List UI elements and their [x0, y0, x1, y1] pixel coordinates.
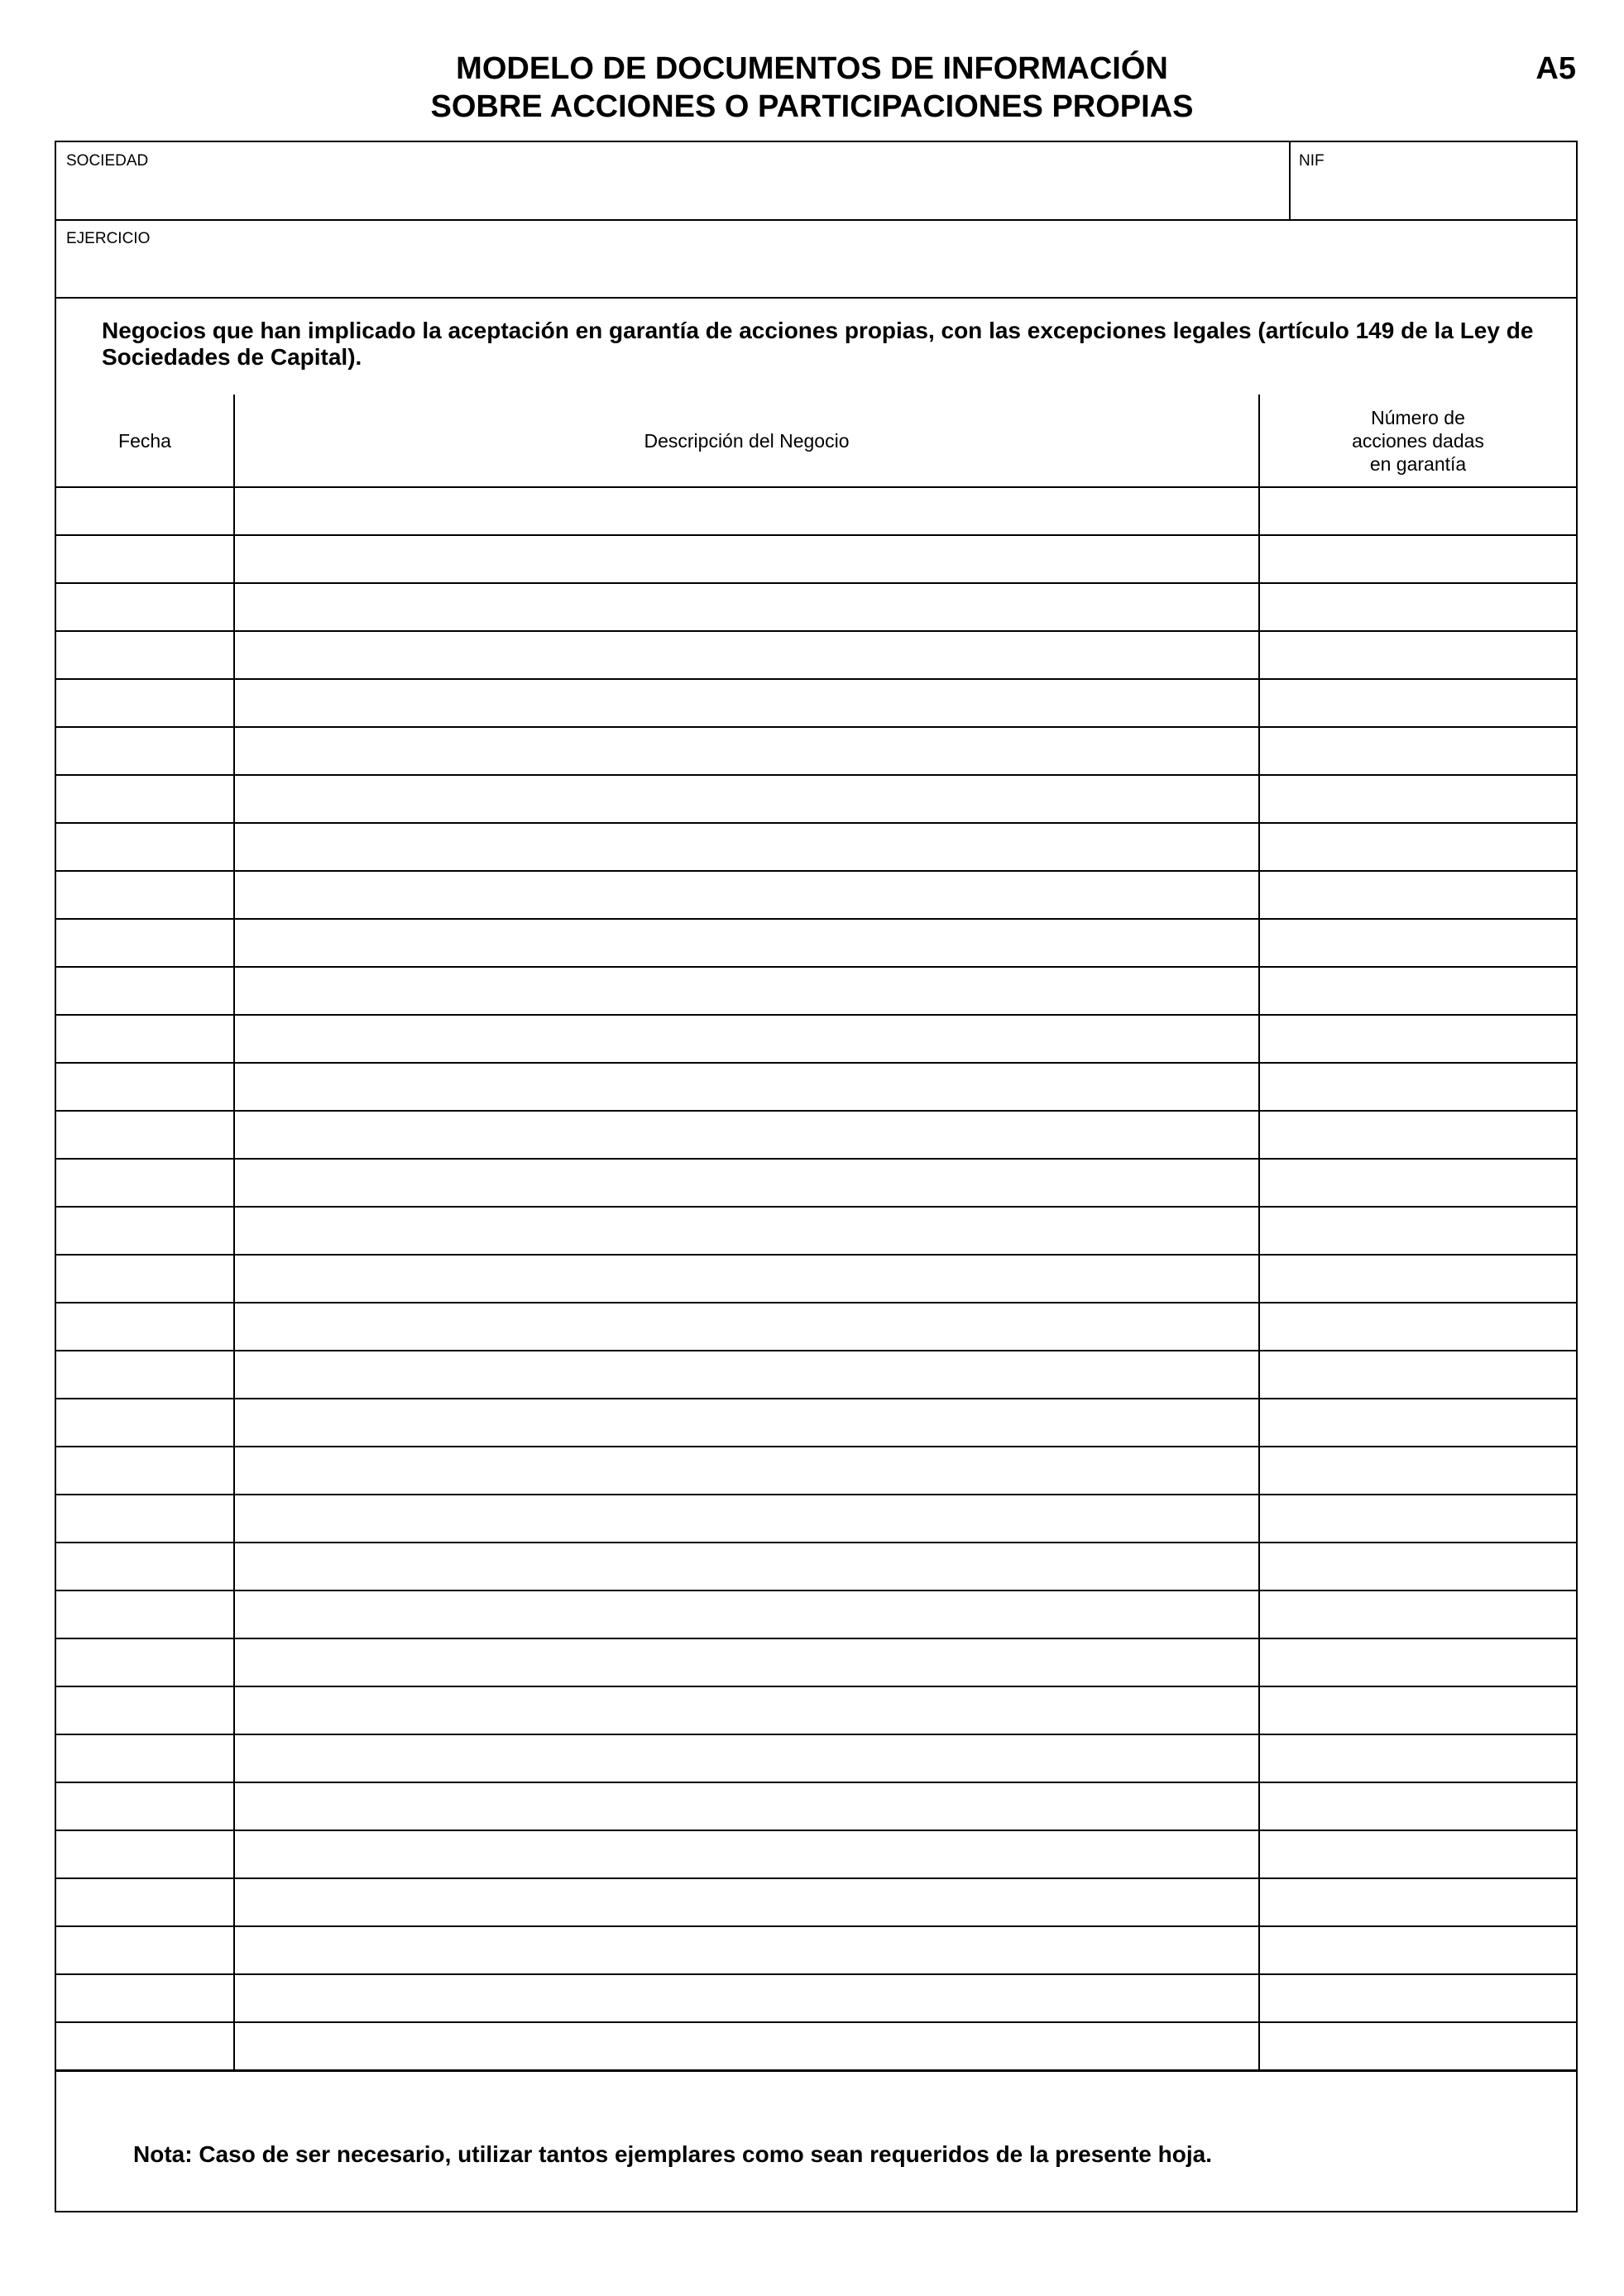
descripcion-cell[interactable]: [234, 631, 1259, 679]
numero-acciones-cell[interactable]: [1259, 1638, 1576, 1686]
table-row: [56, 1207, 1576, 1255]
fecha-cell[interactable]: [56, 1111, 234, 1159]
table-row: [56, 2022, 1576, 2071]
descripcion-cell[interactable]: [234, 1447, 1259, 1495]
numero-acciones-cell[interactable]: [1259, 871, 1576, 919]
table-row: [56, 1830, 1576, 1878]
descripcion-cell[interactable]: [234, 535, 1259, 583]
descripcion-cell[interactable]: [234, 1111, 1259, 1159]
column-header-numero-acciones: [1259, 395, 1576, 487]
descripcion-cell[interactable]: [234, 1926, 1259, 1974]
descripcion-cell[interactable]: [234, 1734, 1259, 1782]
table-row: [56, 967, 1576, 1015]
numero-acciones-cell[interactable]: [1259, 2022, 1576, 2071]
form-title: [0, 50, 1624, 126]
table-row: [56, 583, 1576, 631]
numero-acciones-cell[interactable]: [1259, 1063, 1576, 1111]
descripcion-cell[interactable]: [234, 871, 1259, 919]
footer-note: Nota: Caso de ser necesario, utilizar tantos ejemplares como sean requeridos de la presente hoja.: [133, 2141, 1212, 2167]
descripcion-cell[interactable]: [234, 919, 1259, 967]
numero-acciones-cell[interactable]: [1259, 583, 1576, 631]
divider-line: [56, 297, 1576, 299]
descripcion-cell[interactable]: [234, 1878, 1259, 1926]
fecha-cell[interactable]: [56, 1447, 234, 1495]
descripcion-cell[interactable]: [234, 727, 1259, 775]
table-row: [56, 1015, 1576, 1063]
table-row: [56, 823, 1576, 871]
fecha-cell[interactable]: [56, 1207, 234, 1255]
descripcion-cell[interactable]: [234, 1351, 1259, 1399]
table-row: [56, 1063, 1576, 1111]
numero-acciones-cell[interactable]: [1259, 1015, 1576, 1063]
divider-line: [56, 219, 1576, 221]
fecha-cell[interactable]: [56, 823, 234, 871]
nif-divider: [1289, 142, 1291, 219]
form-title-line2: SOBRE ACCIONES O PARTICIPACIONES PROPIAS: [430, 89, 1194, 124]
numero-acciones-cell[interactable]: [1259, 1351, 1576, 1399]
fecha-cell[interactable]: [56, 631, 234, 679]
fecha-cell[interactable]: [56, 1974, 234, 2022]
fecha-cell[interactable]: [56, 1926, 234, 1974]
fecha-cell[interactable]: [56, 1351, 234, 1399]
numero-acciones-cell[interactable]: [1259, 1303, 1576, 1351]
fecha-cell[interactable]: [56, 1399, 234, 1447]
descripcion-cell[interactable]: [234, 679, 1259, 727]
fecha-cell[interactable]: [56, 487, 234, 535]
numero-acciones-cell[interactable]: [1259, 1399, 1576, 1447]
form-code: A5: [1535, 51, 1576, 86]
descripcion-cell[interactable]: [234, 1495, 1259, 1543]
descripcion-cell[interactable]: [234, 1063, 1259, 1111]
descripcion-cell[interactable]: [234, 2022, 1259, 2071]
column-header-fecha: Fecha: [56, 395, 234, 487]
table-row: [56, 1878, 1576, 1926]
numero-acciones-cell[interactable]: [1259, 535, 1576, 583]
numero-acciones-cell[interactable]: [1259, 1447, 1576, 1495]
numero-acciones-cell[interactable]: [1259, 775, 1576, 823]
descripcion-cell[interactable]: [234, 1830, 1259, 1878]
fecha-cell[interactable]: [56, 1638, 234, 1686]
descripcion-cell[interactable]: [234, 487, 1259, 535]
form-title-line1: MODELO DE DOCUMENTOS DE INFORMACIÓN: [456, 51, 1168, 86]
numero-acciones-cell[interactable]: [1259, 727, 1576, 775]
numero-acciones-cell[interactable]: [1259, 823, 1576, 871]
fecha-cell[interactable]: [56, 535, 234, 583]
negocios-table: [56, 395, 1576, 2072]
table-row: [56, 1495, 1576, 1543]
numero-acciones-cell[interactable]: [1259, 1543, 1576, 1590]
descripcion-cell[interactable]: [234, 1638, 1259, 1686]
form-frame: [55, 141, 1578, 2212]
table-body: [56, 487, 1576, 2071]
descripcion-cell[interactable]: [234, 823, 1259, 871]
fecha-cell[interactable]: [56, 775, 234, 823]
fecha-cell[interactable]: [56, 1495, 234, 1543]
column-header-descripcion: Descripción del Negocio: [234, 395, 1259, 487]
table-row: [56, 919, 1576, 967]
descripcion-cell[interactable]: [234, 775, 1259, 823]
table-row: [56, 727, 1576, 775]
table-row: [56, 1303, 1576, 1351]
descripcion-cell[interactable]: [234, 1255, 1259, 1303]
table-row: [56, 1447, 1576, 1495]
table-row: [56, 1159, 1576, 1207]
numero-acciones-cell[interactable]: [1259, 1255, 1576, 1303]
table-row: [56, 631, 1576, 679]
fecha-cell[interactable]: [56, 1878, 234, 1926]
table-row: [56, 679, 1576, 727]
fecha-cell[interactable]: [56, 919, 234, 967]
ejercicio-label: EJERCICIO: [66, 230, 151, 247]
section-heading: Negocios que han implicado la aceptación en garantía de acciones propias, con las excepciones legales (artículo 149 de la Ley de Sociedades de Capital).: [102, 318, 1534, 370]
descripcion-cell[interactable]: [234, 1207, 1259, 1255]
numero-acciones-cell[interactable]: [1259, 1159, 1576, 1207]
fecha-cell[interactable]: [56, 871, 234, 919]
descripcion-cell[interactable]: [234, 1782, 1259, 1830]
table-row: [56, 775, 1576, 823]
numero-acciones-cell[interactable]: [1259, 1926, 1576, 1974]
descripcion-cell[interactable]: [234, 1015, 1259, 1063]
numero-acciones-cell[interactable]: [1259, 1111, 1576, 1159]
descripcion-cell[interactable]: [234, 1543, 1259, 1590]
table-row: [56, 871, 1576, 919]
numero-acciones-cell[interactable]: [1259, 1830, 1576, 1878]
table-row: [56, 1638, 1576, 1686]
table-header-row: [56, 395, 1576, 487]
fecha-cell[interactable]: [56, 967, 234, 1015]
table-row: [56, 1734, 1576, 1782]
table-row: [56, 1543, 1576, 1590]
numero-acciones-cell[interactable]: [1259, 1686, 1576, 1734]
fecha-cell[interactable]: [56, 727, 234, 775]
numero-acciones-cell[interactable]: [1259, 1590, 1576, 1638]
fecha-cell[interactable]: [56, 679, 234, 727]
column-header-numero-acciones-text: Número de acciones dadas en garantía: [1352, 406, 1484, 475]
table-row: [56, 1111, 1576, 1159]
fecha-cell[interactable]: [56, 1015, 234, 1063]
numero-acciones-cell[interactable]: [1259, 1207, 1576, 1255]
fecha-cell[interactable]: [56, 583, 234, 631]
numero-acciones-cell[interactable]: [1259, 919, 1576, 967]
fecha-cell[interactable]: [56, 2022, 234, 2071]
numero-acciones-cell[interactable]: [1259, 631, 1576, 679]
descripcion-cell[interactable]: [234, 1399, 1259, 1447]
table-row: [56, 1399, 1576, 1447]
table-row: [56, 487, 1576, 535]
table-row: [56, 535, 1576, 583]
numero-acciones-cell[interactable]: [1259, 1734, 1576, 1782]
fecha-cell[interactable]: [56, 1063, 234, 1111]
fecha-cell[interactable]: [56, 1590, 234, 1638]
descripcion-cell[interactable]: [234, 1590, 1259, 1638]
numero-acciones-cell[interactable]: [1259, 487, 1576, 535]
fecha-cell[interactable]: [56, 1734, 234, 1782]
fecha-cell[interactable]: [56, 1830, 234, 1878]
numero-acciones-cell[interactable]: [1259, 1878, 1576, 1926]
table-row: [56, 1782, 1576, 1830]
fecha-cell[interactable]: [56, 1255, 234, 1303]
descripcion-cell[interactable]: [234, 1686, 1259, 1734]
descripcion-cell[interactable]: [234, 1159, 1259, 1207]
numero-acciones-cell[interactable]: [1259, 1974, 1576, 2022]
table-row: [56, 1926, 1576, 1974]
fecha-cell[interactable]: [56, 1303, 234, 1351]
table-row: [56, 1686, 1576, 1734]
descripcion-cell[interactable]: [234, 1303, 1259, 1351]
numero-acciones-cell[interactable]: [1259, 679, 1576, 727]
descripcion-cell[interactable]: [234, 967, 1259, 1015]
fecha-cell[interactable]: [56, 1782, 234, 1830]
descripcion-cell[interactable]: [234, 1974, 1259, 2022]
numero-acciones-cell[interactable]: [1259, 1782, 1576, 1830]
table-row: [56, 1255, 1576, 1303]
fecha-cell[interactable]: [56, 1543, 234, 1590]
table-row: [56, 1351, 1576, 1399]
fecha-cell[interactable]: [56, 1159, 234, 1207]
table-row: [56, 1974, 1576, 2022]
fecha-cell[interactable]: [56, 1686, 234, 1734]
numero-acciones-cell[interactable]: [1259, 967, 1576, 1015]
sociedad-label: SOCIEDAD: [66, 152, 149, 170]
descripcion-cell[interactable]: [234, 583, 1259, 631]
table-row: [56, 1590, 1576, 1638]
nif-label: NIF: [1299, 152, 1325, 170]
numero-acciones-cell[interactable]: [1259, 1495, 1576, 1543]
